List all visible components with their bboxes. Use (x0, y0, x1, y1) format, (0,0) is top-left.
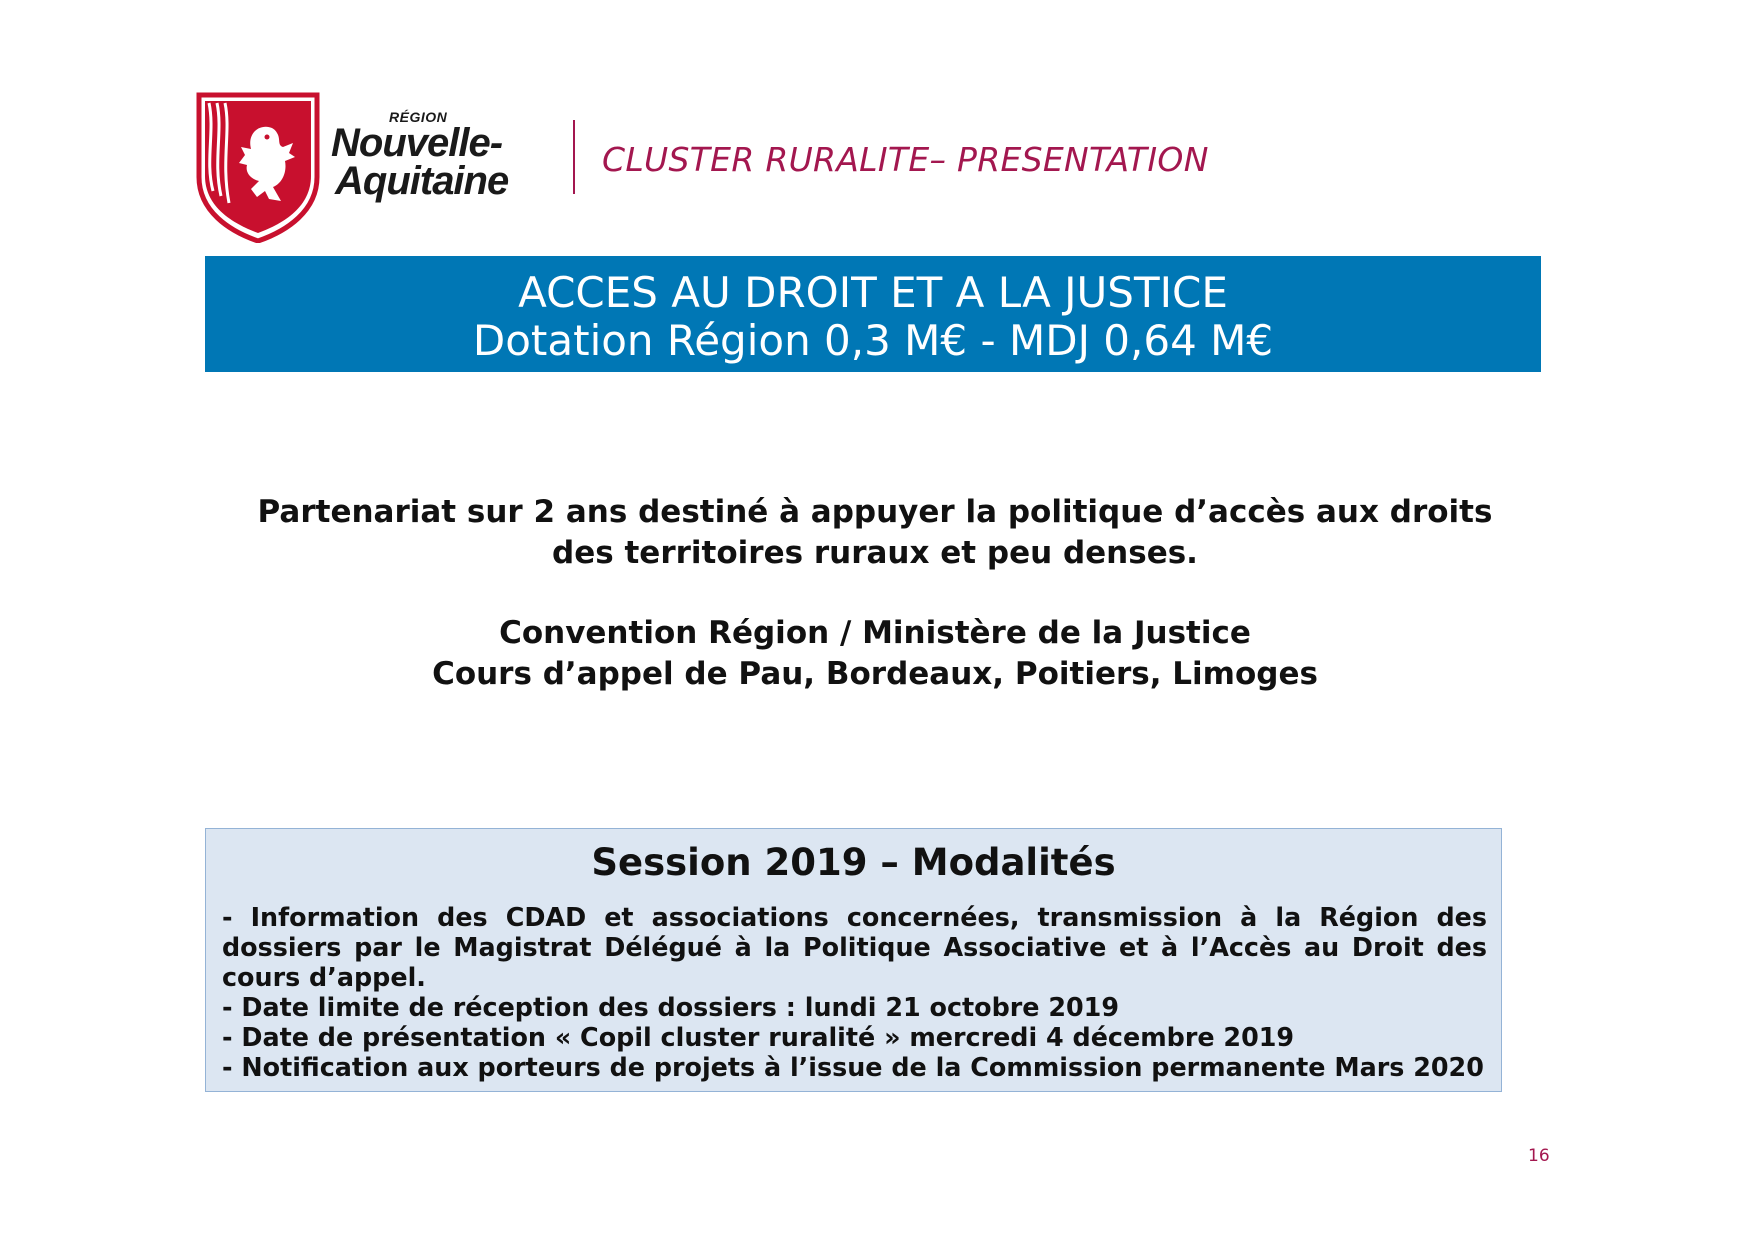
session-box (205, 828, 1502, 1092)
banner-subtitle: Dotation Région 0,3 M€ - MDJ 0,64 M€ (472, 316, 1274, 365)
intro-paragraph (150, 492, 1600, 574)
session-title: Session 2019 – Modalités (591, 841, 1116, 884)
intro-line: Partenariat sur 2 ans destiné à appuyer la politique d’accès aux droits (257, 494, 1493, 530)
intro-line: des territoires ruraux et peu denses. (552, 535, 1198, 571)
list-item: - Information des CDAD et associations concernées, transmission à la Région des (222, 902, 1487, 932)
convention-paragraph (150, 613, 1600, 695)
region-logo (195, 91, 525, 243)
list-item: cours d’appel. (222, 962, 426, 992)
logo-region-label: RÉGION (389, 109, 448, 125)
list-item: - Date de présentation « Copil cluster ruralité » mercredi 4 décembre 2019 (222, 1022, 1295, 1052)
list-item: - Date limite de réception des dossiers : lundi 21 octobre 2019 (222, 992, 1120, 1022)
logo-name-line2: Aquitaine (335, 159, 509, 203)
page-number: 16 (1528, 1146, 1550, 1166)
lion-shield-icon (195, 91, 321, 243)
convention-line: Convention Région / Ministère de la Justice (499, 615, 1251, 651)
banner-title: ACCES AU DROIT ET A LA JUSTICE (518, 268, 1228, 317)
list-item: - Notification aux porteurs de projets à l’issue de la Commission permanente Mars 2020 (222, 1052, 1484, 1082)
header-divider (573, 120, 575, 194)
list-item: dossiers par le Magistrat Délégué à la Politique Associative et à l’Accès au Droit des (222, 932, 1487, 962)
session-list (222, 902, 1487, 1082)
convention-line: Cours d’appel de Pau, Bordeaux, Poitiers, Limoges (432, 656, 1318, 692)
logo-name-line1: Nouvelle- (331, 121, 503, 165)
title-banner (205, 256, 1541, 372)
header-title: CLUSTER RURALITE– PRESENTATION (602, 140, 1209, 179)
